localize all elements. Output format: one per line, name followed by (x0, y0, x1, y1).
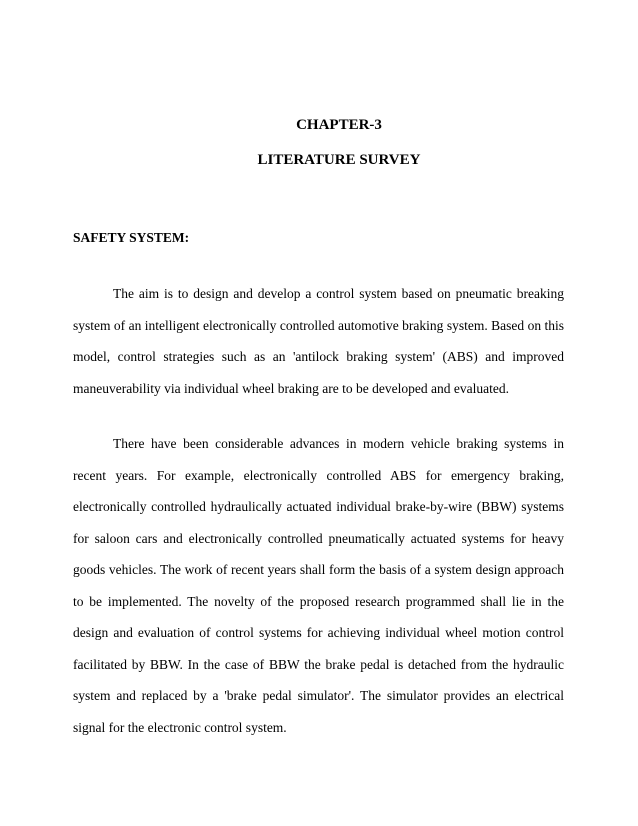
section-heading: SAFETY SYSTEM: (73, 230, 190, 245)
chapter-title: CHAPTER-3 (296, 117, 382, 133)
paragraph-1: The aim is to design and develop a control system based on pneumatic breaking system of an intelligent electronically controlled automotive braking system. Based on this model, control strategies such as an 'antilock braking system' (ABS) and improved maneuverability via individual wheel braking are to be developed and evaluated. (73, 286, 564, 396)
paragraph-2: There have been considerable advances in modern vehicle braking systems in recent years. For example, electronically controlled ABS for emergency braking, electronically controlled hydraulically actuated individual brake-by-wire (BBW) systems for saloon cars and electronically controlled pneumatically actuated systems for heavy goods vehicles. The work of recent years shall form the basis of a system design approach to be implemented. The novelty of the proposed research programmed shall lie in the design and evaluation of control systems for achieving individual wheel motion control facilitated by BBW. In the case of BBW the brake pedal is detached from the hydraulic system and replaced by a 'brake pedal simulator'. The simulator provides an electrical signal for the electronic control system. (73, 436, 564, 735)
chapter-subtitle: LITERATURE SURVEY (257, 152, 421, 168)
